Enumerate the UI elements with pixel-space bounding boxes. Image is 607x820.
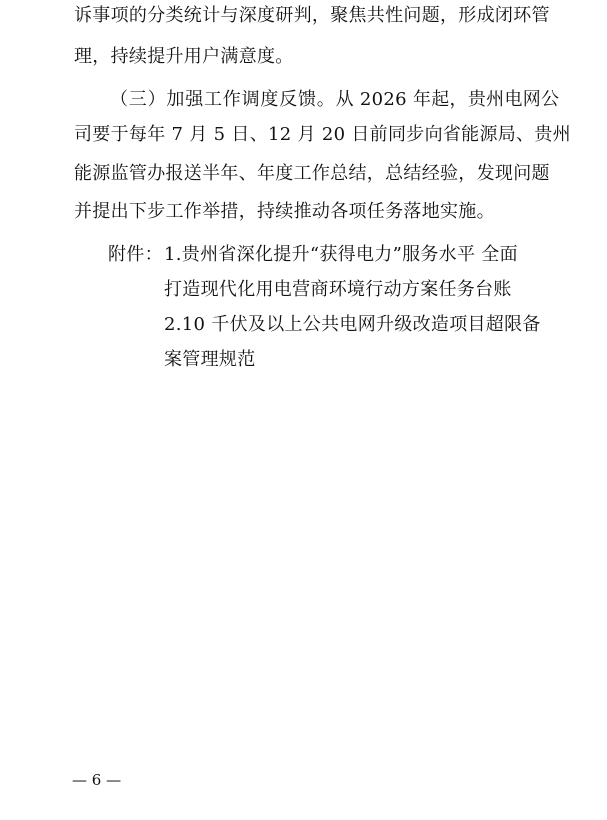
attachment-item-1-line-1: 1.贵州省深化提升“获得电力”服务水平 全面 [164,244,518,265]
page-number: — 6 — [72,771,122,789]
section-3-heading: （三）加强工作调度反馈。 [110,89,336,110]
body-line-1: 诉事项的分类统计与深度研判，聚焦共性问题，形成闭环管 [74,5,550,26]
section-3-first-line [110,91,559,109]
section-3-line-3: 能源监管办报送半年、年度工作总结，总结经验，发现问题 [74,163,550,184]
section-3-line-4: 并提出下步工作举措，持续推动各项任务落地实施。 [74,201,495,222]
attachment-item-2-line-1: 2.10 千伏及以上公共电网升级改造项目超限备 [164,314,541,335]
section-3-line-1-rest: 从 2026 年起，贵州电网公 [335,89,560,110]
attachment-item-1-line-2: 打造现代化用电营商环境行动方案任务台账 [164,279,512,300]
attachments-label: 附件： [108,244,163,265]
attachment-item-2-line-2: 案管理规范 [164,349,256,370]
body-line-2: 理，持续提升用户满意度。 [74,46,294,67]
section-3-line-2: 司要于每年 7 月 5 日、12 月 20 日前同步向省能源局、贵州 [74,124,571,145]
